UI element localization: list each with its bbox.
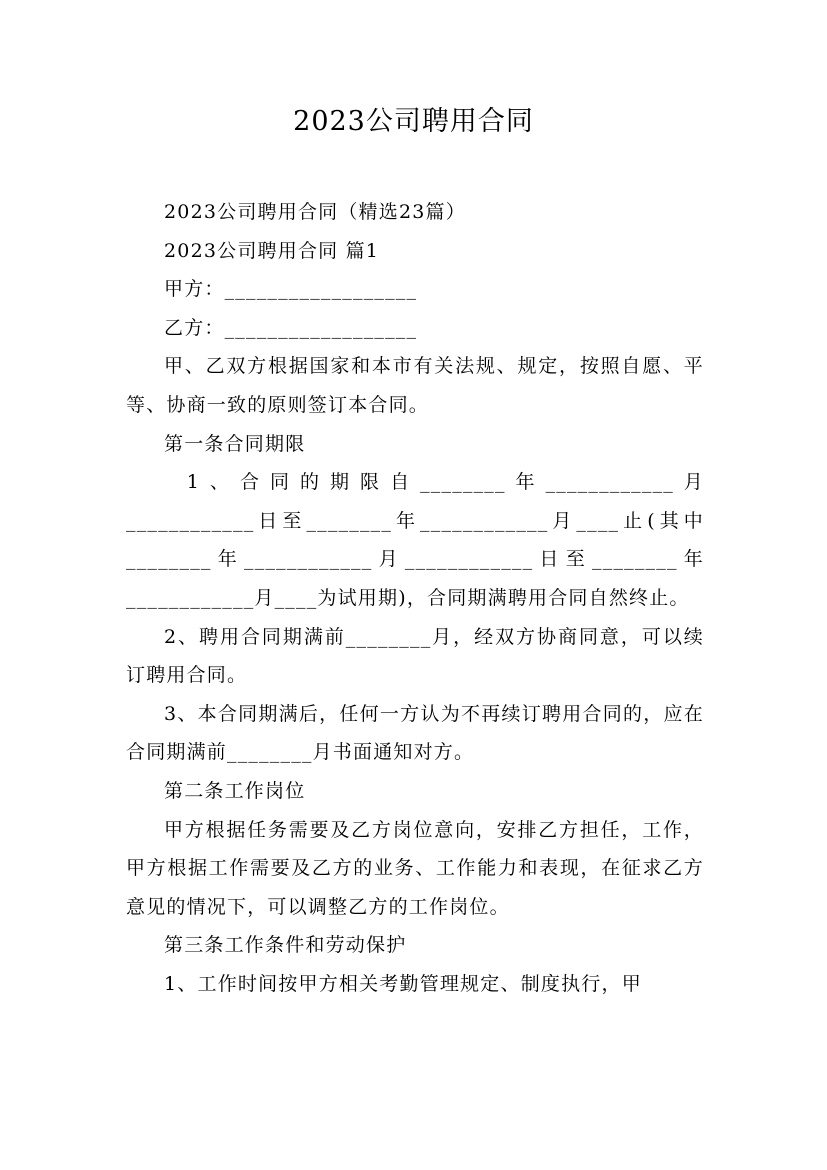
party-a-line: 甲方：__________________ [164,278,418,301]
article-1-clause-2: 2、聘用合同期满前________月，经双方协商同意，可以续订聘用合同。 [126,625,704,687]
article-1-heading: 第一条合同期限 [164,432,306,455]
article-2-text: 甲方根据任务需要及乙方岗位意向，安排乙方担任，工作，甲方根据工作需要及乙方的业务、工作能力和表现，在征求乙方意见的情况下，可以调整乙方的工作岗位。 [126,818,704,918]
document-title: 2023公司聘用合同 [293,106,534,137]
article-1-clause-1: 1、合同的期限自________年____________月____________日至________年____________月____止(其中________年____________月____________日至________年____________月____为试用期)，合同期满聘用合同自然终止。 [126,471,704,609]
paragraph-section-heading: 2023公司聘用合同 篇1 [164,239,380,262]
article-3-heading: 第三条工作条件和劳动保护 [164,934,407,957]
party-b-line: 乙方：__________________ [164,316,418,339]
article-1-clause-3: 3、本合同期满后，任何一方认为不再续订聘用合同的，应在合同期满前________月书面通知对方。 [126,702,704,764]
document-body [126,193,704,1003]
article-3-clause-1: 1、工作时间按甲方相关考勤管理规定、制度执行，甲 [164,972,642,995]
paragraph-preamble: 甲、乙双方根据国家和本市有关法规、规定，按照自愿、平等、协商一致的原则签订本合同。 [126,355,704,416]
paragraph-subtitle: 2023公司聘用合同（精选23篇） [164,201,466,223]
article-2-heading: 第二条工作岗位 [164,779,306,802]
